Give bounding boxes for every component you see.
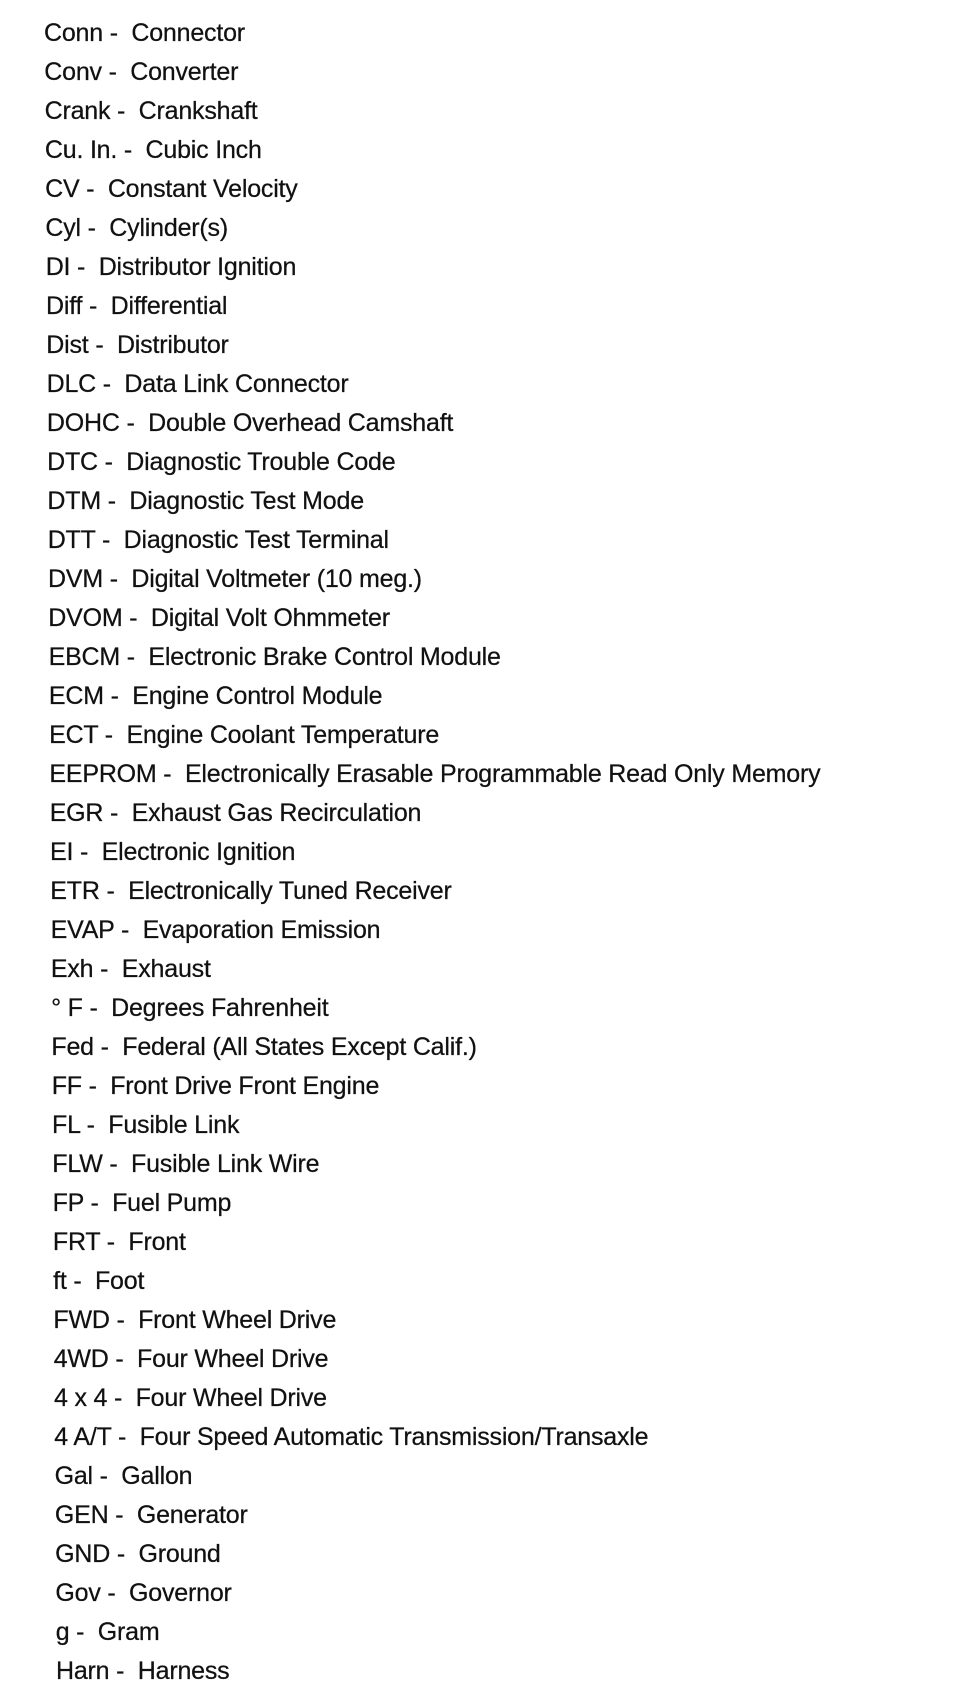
abbreviation-entry — [51, 1032, 476, 1062]
abbreviation-term: Cyl — [45, 214, 81, 242]
abbreviation-entry — [50, 798, 422, 828]
abbreviation-entry — [53, 1227, 186, 1257]
abbreviation-term: ECT — [49, 721, 99, 749]
abbreviation-definition: Electronic Ignition — [101, 838, 296, 866]
abbreviation-term: 4 x 4 — [54, 1384, 108, 1412]
separator-dash: - — [129, 604, 138, 632]
abbreviation-entry — [49, 681, 382, 711]
abbreviation-definition: Governor — [129, 1579, 232, 1607]
abbreviation-definition: Differential — [110, 292, 228, 320]
abbreviation-entry — [47, 369, 349, 399]
abbreviation-definition: Generator — [136, 1501, 248, 1529]
abbreviation-term: CV — [45, 175, 80, 203]
abbreviation-definition: Electronically Tuned Receiver — [128, 877, 452, 905]
abbreviation-definition: Foot — [94, 1267, 145, 1295]
separator-dash: - — [99, 1462, 108, 1490]
separator-dash: - — [106, 1228, 115, 1256]
abbreviation-definition: Distributor — [116, 331, 229, 359]
abbreviation-term: ° F — [51, 994, 83, 1022]
abbreviation-term: Harn — [56, 1657, 110, 1685]
abbreviation-entry — [46, 252, 296, 282]
abbreviation-definition: Exhaust — [121, 955, 211, 983]
abbreviation-term: Conv — [44, 58, 102, 86]
abbreviation-entry — [50, 876, 451, 906]
abbreviation-definition: Diagnostic Trouble Code — [126, 448, 396, 476]
abbreviation-entry — [47, 447, 395, 477]
separator-dash: - — [86, 1111, 95, 1139]
abbreviation-entry — [44, 18, 245, 48]
abbreviation-entry — [45, 135, 262, 165]
separator-dash: - — [123, 136, 133, 164]
abbreviation-term: FWD — [53, 1306, 110, 1334]
abbreviation-definition: Degrees Fahrenheit — [111, 994, 329, 1022]
separator-dash: - — [115, 1501, 124, 1529]
separator-dash: - — [109, 565, 118, 593]
abbreviation-definition: Cubic Inch — [145, 136, 262, 164]
abbreviation-entry — [49, 642, 501, 672]
abbreviation-term: FRT — [52, 1228, 100, 1256]
separator-dash: - — [88, 1072, 97, 1100]
abbreviation-definition: Front Drive Front Engine — [110, 1072, 380, 1100]
abbreviation-entry — [48, 603, 390, 633]
separator-dash: - — [126, 409, 135, 437]
abbreviation-entry — [45, 174, 298, 204]
abbreviation-definition: Ground — [138, 1540, 221, 1568]
abbreviation-term: GEN — [54, 1501, 109, 1529]
abbreviation-entry — [51, 915, 381, 945]
abbreviation-term: DI — [45, 253, 71, 281]
abbreviation-term: EI — [50, 838, 74, 866]
abbreviation-definition: Engine Coolant Temperature — [126, 721, 440, 749]
separator-dash: - — [109, 1150, 118, 1178]
abbreviation-term: 4WD — [53, 1345, 109, 1373]
abbreviation-definition: Gram — [97, 1618, 160, 1646]
abbreviation-term: Diff — [46, 292, 83, 320]
abbreviation-entry — [53, 1305, 336, 1335]
abbreviation-entry — [48, 564, 422, 594]
abbreviation-definition: Crankshaft — [138, 97, 258, 125]
abbreviation-term: DVOM — [48, 604, 123, 632]
abbreviation-term: Cu. In. — [44, 136, 118, 164]
abbreviation-definition: Four Wheel Drive — [137, 1345, 329, 1373]
abbreviation-term: GND — [55, 1540, 111, 1568]
separator-dash: - — [116, 1306, 125, 1334]
abbreviation-entry — [54, 1422, 648, 1452]
separator-dash: - — [100, 1033, 109, 1061]
abbreviation-entry — [46, 291, 227, 321]
separator-dash: - — [87, 214, 96, 242]
abbreviation-term: ETR — [50, 877, 100, 905]
separator-dash: - — [113, 1384, 123, 1412]
separator-dash: - — [116, 1657, 125, 1685]
separator-dash: - — [102, 370, 111, 398]
abbreviation-term: EEPROM — [49, 760, 157, 788]
abbreviation-definition: Constant Velocity — [107, 175, 298, 203]
abbreviation-entry — [52, 1110, 239, 1140]
abbreviation-definition: Converter — [130, 58, 239, 86]
abbreviation-definition: Federal (All States Except Calif.) — [122, 1033, 477, 1061]
separator-dash: - — [106, 877, 115, 905]
separator-dash: - — [163, 760, 172, 788]
abbreviation-definition: Gallon — [121, 1462, 193, 1490]
abbreviation-entry — [48, 525, 389, 555]
abbreviation-term: ft — [53, 1267, 67, 1295]
separator-dash: - — [117, 1423, 127, 1451]
abbreviation-definition: Digital Volt Ohmmeter — [150, 604, 390, 632]
abbreviation-definition: Fuel Pump — [112, 1189, 232, 1217]
abbreviation-term: Exh — [50, 955, 94, 983]
abbreviation-entry — [54, 1344, 329, 1374]
abbreviation-entry — [49, 759, 820, 789]
abbreviation-definition: Diagnostic Test Terminal — [123, 526, 389, 554]
abbreviation-entry — [53, 1266, 144, 1296]
abbreviation-term: 4 A/T — [54, 1423, 112, 1451]
abbreviation-definition: Electronically Erasable Programmable Read Only Memory — [184, 760, 821, 788]
abbreviation-definition: Exhaust Gas Recirculation — [131, 799, 422, 827]
abbreviation-definition: Data Link Connector — [124, 370, 349, 398]
abbreviation-entry — [55, 1500, 248, 1530]
abbreviation-term: Fed — [51, 1033, 94, 1061]
abbreviation-definition: Distributor Ignition — [98, 253, 297, 281]
abbreviation-entry — [52, 1149, 319, 1179]
separator-dash: - — [104, 448, 113, 476]
abbreviation-term: DTC — [47, 448, 98, 476]
abbreviation-entry — [45, 96, 258, 126]
abbreviation-entry — [47, 408, 453, 438]
separator-dash: - — [115, 1345, 124, 1373]
abbreviation-term: FP — [52, 1189, 84, 1217]
abbreviation-definition: Front — [128, 1228, 186, 1256]
abbreviation-definition: Engine Control Module — [132, 682, 383, 710]
abbreviation-term: EBCM — [48, 643, 121, 671]
abbreviation-entry — [45, 213, 228, 243]
abbreviation-definition: Front Wheel Drive — [138, 1306, 337, 1334]
separator-dash: - — [120, 916, 130, 944]
abbreviation-term: FL — [52, 1111, 80, 1139]
abbreviation-entry — [56, 1656, 229, 1686]
separator-dash: - — [101, 526, 111, 554]
separator-dash: - — [108, 58, 117, 86]
abbreviation-definition: Four Wheel Drive — [135, 1384, 327, 1412]
abbreviation-definition: Evaporation Emission — [142, 916, 381, 944]
abbreviation-entry — [51, 954, 211, 984]
abbreviation-term: Gal — [54, 1462, 93, 1490]
abbreviation-definition: Cylinder(s) — [109, 214, 228, 242]
abbreviation-term: DTT — [47, 526, 96, 554]
abbreviation-entry — [52, 1071, 379, 1101]
abbreviation-term: ECM — [48, 682, 104, 710]
abbreviation-definition: Digital Voltmeter (10 meg.) — [131, 565, 422, 593]
abbreviation-term: Crank — [44, 97, 111, 125]
separator-dash: - — [79, 838, 89, 866]
abbreviation-entry — [50, 837, 295, 867]
separator-dash: - — [86, 175, 95, 203]
abbreviation-term: DTM — [47, 487, 101, 515]
abbreviation-entry — [46, 330, 228, 360]
abbreviation-term: EVAP — [50, 916, 115, 944]
abbreviation-definition: Connector — [131, 19, 245, 47]
separator-dash: - — [104, 721, 113, 749]
abbreviation-entry — [51, 993, 328, 1023]
separator-dash: - — [110, 799, 119, 827]
separator-dash: - — [100, 955, 109, 983]
separator-dash: - — [89, 994, 98, 1022]
separator-dash: - — [107, 1579, 116, 1607]
separator-dash: - — [109, 19, 118, 47]
abbreviation-entry — [56, 1617, 160, 1647]
abbreviation-term: Conn — [44, 19, 103, 47]
abbreviation-definition: Double Overhead Camshaft — [148, 409, 454, 437]
abbreviation-definition: Four Speed Automatic Transmission/Transaxle — [139, 1423, 649, 1451]
separator-dash: - — [116, 1540, 125, 1568]
abbreviation-term: FF — [51, 1072, 82, 1100]
abbreviation-entry — [44, 57, 238, 87]
separator-dash: - — [117, 97, 126, 125]
separator-dash: - — [107, 487, 116, 515]
abbreviation-entry — [55, 1539, 221, 1569]
separator-dash: - — [126, 643, 135, 671]
separator-dash: - — [73, 1267, 82, 1295]
abbreviation-entry — [55, 1578, 231, 1608]
abbreviation-entry — [54, 1383, 327, 1413]
separator-dash: - — [95, 331, 104, 359]
abbreviation-definition: Fusible Link — [108, 1111, 240, 1139]
abbreviation-term: g — [55, 1618, 70, 1646]
abbreviation-entry — [49, 720, 439, 750]
abbreviation-entry — [53, 1188, 232, 1218]
abbreviation-term: Gov — [55, 1579, 101, 1607]
abbreviation-definition: Diagnostic Test Mode — [129, 487, 364, 515]
abbreviation-term: DOHC — [46, 409, 120, 437]
separator-dash: - — [89, 292, 98, 320]
abbreviation-entry — [47, 486, 364, 516]
abbreviation-definition: Electronic Brake Control Module — [148, 643, 501, 671]
separator-dash: - — [77, 253, 86, 281]
abbreviation-term: DLC — [46, 370, 97, 398]
abbreviation-term: Dist — [46, 331, 89, 359]
abbreviation-entry — [55, 1461, 193, 1491]
separator-dash: - — [90, 1189, 99, 1217]
separator-dash: - — [76, 1618, 85, 1646]
abbreviation-term: EGR — [49, 799, 104, 827]
separator-dash: - — [110, 682, 119, 710]
abbreviation-definition: Fusible Link Wire — [131, 1150, 320, 1178]
abbreviation-term: FLW — [52, 1150, 103, 1178]
abbreviation-term: DVM — [48, 565, 103, 593]
abbreviation-definition: Harness — [137, 1657, 230, 1685]
